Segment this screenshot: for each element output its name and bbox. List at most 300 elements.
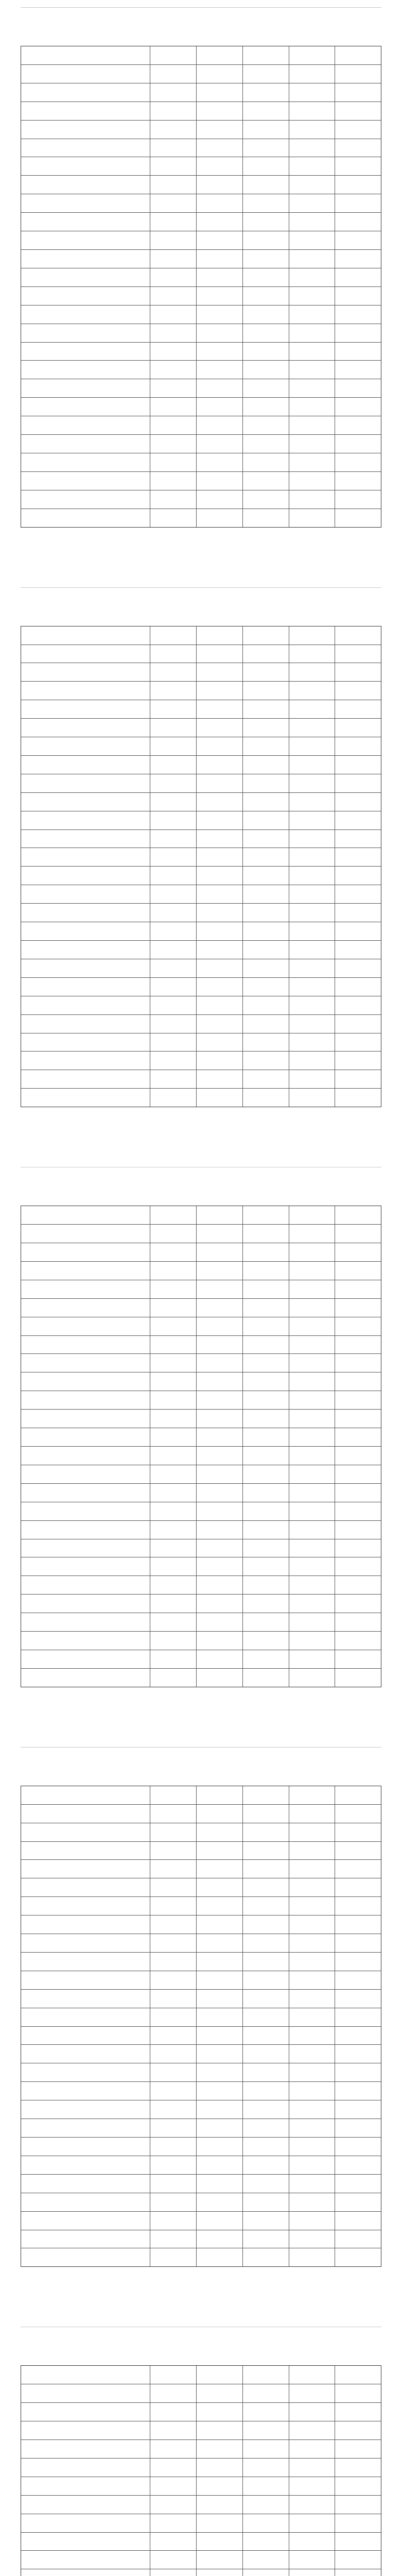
table-cell <box>197 959 243 977</box>
table-cell <box>21 1842 150 1860</box>
table-cell <box>197 2248 243 2266</box>
table-cell <box>21 379 150 397</box>
document-page <box>21 1167 381 1733</box>
table-cell <box>335 1447 381 1465</box>
table-cell <box>243 1465 289 1483</box>
table-cell <box>21 811 150 829</box>
table-cell <box>21 2569 150 2576</box>
table-cell <box>21 1410 150 1428</box>
table-cell <box>150 2230 197 2248</box>
table-cell <box>289 1410 336 1428</box>
table-cell <box>289 1033 336 1052</box>
table-cell <box>197 737 243 755</box>
table-cell <box>197 2082 243 2100</box>
table-cell <box>289 645 336 663</box>
table-cell <box>21 2533 150 2551</box>
table-row <box>21 472 381 490</box>
table-cell <box>289 1225 336 1243</box>
page-subtitle <box>21 1192 381 1206</box>
table-cell <box>197 922 243 940</box>
table-cell <box>197 1225 243 1243</box>
table-cell <box>150 1632 197 1650</box>
table-cell <box>150 793 197 811</box>
table-cell <box>243 1860 289 1878</box>
table-cell <box>289 46 336 64</box>
table-cell <box>335 231 381 249</box>
table-cell <box>197 793 243 811</box>
table-cell <box>243 1243 289 1261</box>
table-cell <box>21 2459 150 2477</box>
table-cell <box>289 700 336 718</box>
table-cell <box>21 1860 150 1878</box>
page-notes <box>21 2267 381 2298</box>
table-cell <box>289 2569 336 2576</box>
table-cell <box>243 1225 289 1243</box>
table-row <box>21 756 381 774</box>
table-cell <box>335 1669 381 1687</box>
table-cell <box>243 1070 289 1088</box>
table-cell <box>335 2100 381 2119</box>
table-cell <box>289 1317 336 1335</box>
table-cell <box>150 2496 197 2514</box>
table-cell <box>289 1823 336 1841</box>
table-cell <box>150 1243 197 1261</box>
table-cell <box>150 830 197 848</box>
table-cell <box>335 1595 381 1613</box>
table-row <box>21 2212 381 2230</box>
table-cell <box>150 2156 197 2174</box>
table-cell <box>289 2440 336 2458</box>
table-row <box>21 737 381 756</box>
table-cell <box>150 1206 197 1224</box>
table-cell <box>150 2421 197 2439</box>
table-row <box>21 268 381 287</box>
table-row <box>21 2138 381 2156</box>
table-cell <box>197 2459 243 2477</box>
table-cell <box>150 176 197 194</box>
table-cell <box>21 2027 150 2045</box>
table-row <box>21 1354 381 1372</box>
table-cell <box>197 379 243 397</box>
table-row <box>21 2100 381 2119</box>
table-row <box>21 1502 381 1521</box>
table-cell <box>335 176 381 194</box>
table-cell <box>150 1878 197 1896</box>
table-cell <box>197 941 243 959</box>
table-cell <box>335 1089 381 1107</box>
table-cell <box>289 1613 336 1631</box>
page-subtitle <box>21 613 381 626</box>
table-row <box>21 867 381 885</box>
table-cell <box>289 682 336 700</box>
table-cell <box>243 1089 289 1107</box>
table-cell <box>335 453 381 471</box>
table-cell <box>289 2496 336 2514</box>
table-cell <box>21 139 150 157</box>
table-cell <box>150 1447 197 1465</box>
table-cell <box>150 2459 197 2477</box>
table-cell <box>21 2119 150 2137</box>
table-cell <box>197 1805 243 1823</box>
table-cell <box>21 1225 150 1243</box>
table-cell <box>21 2496 150 2514</box>
table-cell <box>335 1243 381 1261</box>
table-cell <box>289 1015 336 1033</box>
document-page <box>21 7 381 573</box>
table-cell <box>335 1484 381 1502</box>
table-cell <box>150 1052 197 1070</box>
table-cell <box>21 719 150 737</box>
table-cell <box>197 719 243 737</box>
table-cell <box>150 213 197 231</box>
table-cell <box>243 2008 289 2026</box>
table-cell <box>289 1595 336 1613</box>
table-cell <box>197 306 243 324</box>
table-cell <box>335 700 381 718</box>
table-cell <box>197 2212 243 2230</box>
table-cell <box>243 231 289 249</box>
table-cell <box>335 2551 381 2569</box>
table-cell <box>289 1971 336 1989</box>
table-cell <box>243 2230 289 2248</box>
table-cell <box>243 2551 289 2569</box>
page-footer <box>21 558 381 573</box>
table-cell <box>21 1336 150 1354</box>
table-cell <box>335 941 381 959</box>
table-cell <box>289 2551 336 2569</box>
table-cell <box>150 398 197 416</box>
table-cell <box>335 682 381 700</box>
table-cell <box>21 250 150 268</box>
table-cell <box>21 756 150 774</box>
table-cell <box>335 157 381 175</box>
table-cell <box>21 1354 150 1372</box>
table-cell <box>197 1280 243 1298</box>
table-cell <box>289 2008 336 2026</box>
table-cell <box>150 1089 197 1107</box>
table-cell <box>335 343 381 361</box>
table-cell <box>289 1428 336 1446</box>
table-row <box>21 1539 381 1558</box>
table-cell <box>150 2008 197 2026</box>
table-cell <box>335 978 381 996</box>
table-row <box>21 2496 381 2514</box>
table-cell <box>21 121 150 139</box>
table-cell <box>150 2119 197 2137</box>
table-cell <box>150 2569 197 2576</box>
table-row <box>21 102 381 121</box>
table-row <box>21 922 381 941</box>
table-cell <box>243 2477 289 2495</box>
table-cell <box>150 46 197 64</box>
table-cell <box>243 2045 289 2063</box>
table-cell <box>335 1916 381 1934</box>
table-cell <box>335 213 381 231</box>
table-cell <box>335 1317 381 1335</box>
table-cell <box>21 1521 150 1539</box>
table-row <box>21 2230 381 2249</box>
table-cell <box>335 268 381 286</box>
table-cell <box>289 2533 336 2551</box>
page-notes <box>21 528 381 558</box>
table-cell <box>21 1317 150 1335</box>
table-cell <box>150 1484 197 1502</box>
table-row <box>21 904 381 922</box>
table-cell <box>289 102 336 120</box>
table-cell <box>197 2008 243 2026</box>
table-cell <box>335 1052 381 1070</box>
table-row <box>21 1336 381 1354</box>
table-cell <box>289 379 336 397</box>
table-cell <box>289 1953 336 1971</box>
table-cell <box>335 1299 381 1317</box>
table-row <box>21 2514 381 2533</box>
table-cell <box>289 1557 336 1575</box>
table-cell <box>289 250 336 268</box>
table-row <box>21 324 381 343</box>
table-cell <box>289 904 336 922</box>
table-cell <box>335 435 381 453</box>
table-cell <box>289 398 336 416</box>
table-cell <box>289 774 336 792</box>
table-cell <box>243 2100 289 2119</box>
table-cell <box>197 2403 243 2421</box>
table-row <box>21 2366 381 2384</box>
table-cell <box>21 626 150 645</box>
table-cell <box>150 2477 197 2495</box>
table-cell <box>197 1613 243 1631</box>
table-cell <box>21 1878 150 1896</box>
table-row <box>21 1225 381 1243</box>
table-cell <box>243 2193 289 2211</box>
table-cell <box>197 2366 243 2384</box>
table-cell <box>243 1033 289 1052</box>
table-row <box>21 1953 381 1971</box>
table-cell <box>289 737 336 755</box>
table-cell <box>243 1595 289 1613</box>
table-row <box>21 941 381 959</box>
table-cell <box>289 811 336 829</box>
table-cell <box>21 416 150 434</box>
table-cell <box>243 1299 289 1317</box>
table-cell <box>21 2384 150 2402</box>
table-cell <box>150 268 197 286</box>
table-cell <box>289 2100 336 2119</box>
table-cell <box>150 2082 197 2100</box>
table-cell <box>335 1465 381 1483</box>
table-row <box>21 287 381 306</box>
table-cell <box>150 959 197 977</box>
table-cell <box>289 2082 336 2100</box>
table-cell <box>243 1015 289 1033</box>
table-cell <box>335 1070 381 1088</box>
table-cell <box>197 472 243 490</box>
table-cell <box>197 1410 243 1428</box>
table-row <box>21 2045 381 2063</box>
table-cell <box>289 1243 336 1261</box>
table-cell <box>335 626 381 645</box>
table-cell <box>289 941 336 959</box>
table-cell <box>150 1391 197 1409</box>
table-cell <box>150 811 197 829</box>
table-cell <box>197 867 243 885</box>
table-cell <box>150 1410 197 1428</box>
table-cell <box>243 1934 289 1952</box>
page-title <box>21 1167 381 1192</box>
table-cell <box>197 2100 243 2119</box>
table-cell <box>21 343 150 361</box>
table-cell <box>289 231 336 249</box>
table-cell <box>243 941 289 959</box>
table-row <box>21 1070 381 1089</box>
table-cell <box>335 2175 381 2193</box>
table-cell <box>197 682 243 700</box>
table-row <box>21 1632 381 1650</box>
table-cell <box>243 2514 289 2532</box>
table-cell <box>289 2366 336 2384</box>
table-cell <box>289 157 336 175</box>
table-row <box>21 830 381 849</box>
table-cell <box>197 1354 243 1372</box>
table-cell <box>335 1391 381 1409</box>
table-cell <box>289 1372 336 1391</box>
table-cell <box>150 1015 197 1033</box>
table-cell <box>197 157 243 175</box>
table-cell <box>289 1878 336 1896</box>
table-row <box>21 2082 381 2100</box>
table-cell <box>197 1878 243 1896</box>
table-cell <box>243 194 289 212</box>
table-row <box>21 65 381 83</box>
table-cell <box>243 682 289 700</box>
table-cell <box>335 46 381 64</box>
table-cell <box>150 700 197 718</box>
stats-table <box>21 626 381 1108</box>
table-cell <box>243 904 289 922</box>
table-cell <box>289 626 336 645</box>
table-cell <box>21 2063 150 2081</box>
table-cell <box>150 1262 197 1280</box>
table-cell <box>289 1502 336 1520</box>
table-row <box>21 306 381 324</box>
table-cell <box>197 1990 243 2008</box>
table-cell <box>335 398 381 416</box>
table-cell <box>150 1465 197 1483</box>
table-cell <box>335 2496 381 2514</box>
table-cell <box>21 1916 150 1934</box>
table-cell <box>197 1916 243 1934</box>
table-cell <box>21 700 150 718</box>
table-cell <box>150 194 197 212</box>
table-cell <box>243 1786 289 1804</box>
table-cell <box>150 2248 197 2266</box>
table-cell <box>289 1860 336 1878</box>
table-cell <box>243 1410 289 1428</box>
table-cell <box>197 1953 243 1971</box>
table-cell <box>243 139 289 157</box>
table-cell <box>243 379 289 397</box>
table-row <box>21 1897 381 1916</box>
table-cell <box>243 1650 289 1668</box>
table-cell <box>335 1990 381 2008</box>
stats-table <box>21 46 381 528</box>
table-cell <box>150 1823 197 1841</box>
table-cell <box>21 941 150 959</box>
table-cell <box>243 1878 289 1896</box>
table-cell <box>197 213 243 231</box>
table-cell <box>289 1786 336 1804</box>
table-cell <box>335 379 381 397</box>
table-cell <box>289 2193 336 2211</box>
table-cell <box>243 1521 289 1539</box>
table-cell <box>289 2459 336 2477</box>
table-cell <box>335 139 381 157</box>
table-cell <box>21 1206 150 1224</box>
table-cell <box>150 2440 197 2458</box>
table-cell <box>197 2119 243 2137</box>
table-cell <box>21 848 150 866</box>
table-cell <box>243 287 289 305</box>
table-cell <box>335 2230 381 2248</box>
table-cell <box>243 46 289 64</box>
table-cell <box>243 793 289 811</box>
table-cell <box>21 978 150 996</box>
table-row <box>21 46 381 65</box>
table-cell <box>335 509 381 527</box>
table-cell <box>150 2100 197 2119</box>
table-cell <box>335 361 381 379</box>
page-title <box>21 588 381 613</box>
table-cell <box>243 645 289 663</box>
table-cell <box>21 1299 150 1317</box>
table-cell <box>21 1070 150 1088</box>
table-cell <box>243 700 289 718</box>
table-cell <box>289 453 336 471</box>
table-cell <box>21 737 150 755</box>
table-cell <box>150 737 197 755</box>
table-cell <box>243 2248 289 2266</box>
table-cell <box>21 2008 150 2026</box>
table-cell <box>243 2063 289 2081</box>
table-cell <box>150 1805 197 1823</box>
table-cell <box>335 1502 381 1520</box>
table-cell <box>21 176 150 194</box>
table-cell <box>289 2403 336 2421</box>
table-cell <box>335 1897 381 1915</box>
table-cell <box>197 774 243 792</box>
table-cell <box>197 2551 243 2569</box>
table-cell <box>197 1539 243 1557</box>
table-cell <box>197 2533 243 2551</box>
table-cell <box>289 1262 336 1280</box>
table-cell <box>21 102 150 120</box>
table-cell <box>197 2440 243 2458</box>
table-cell <box>197 453 243 471</box>
table-cell <box>243 453 289 471</box>
table-cell <box>197 268 243 286</box>
table-cell <box>150 1613 197 1631</box>
table-cell <box>150 1934 197 1952</box>
table-cell <box>197 663 243 681</box>
table-cell <box>243 1613 289 1631</box>
table-cell <box>243 398 289 416</box>
table-cell <box>150 1916 197 1934</box>
table-cell <box>150 2514 197 2532</box>
table-cell <box>243 2533 289 2551</box>
document-page <box>21 2327 381 2576</box>
table-row <box>21 2248 381 2266</box>
table-cell <box>21 324 150 342</box>
